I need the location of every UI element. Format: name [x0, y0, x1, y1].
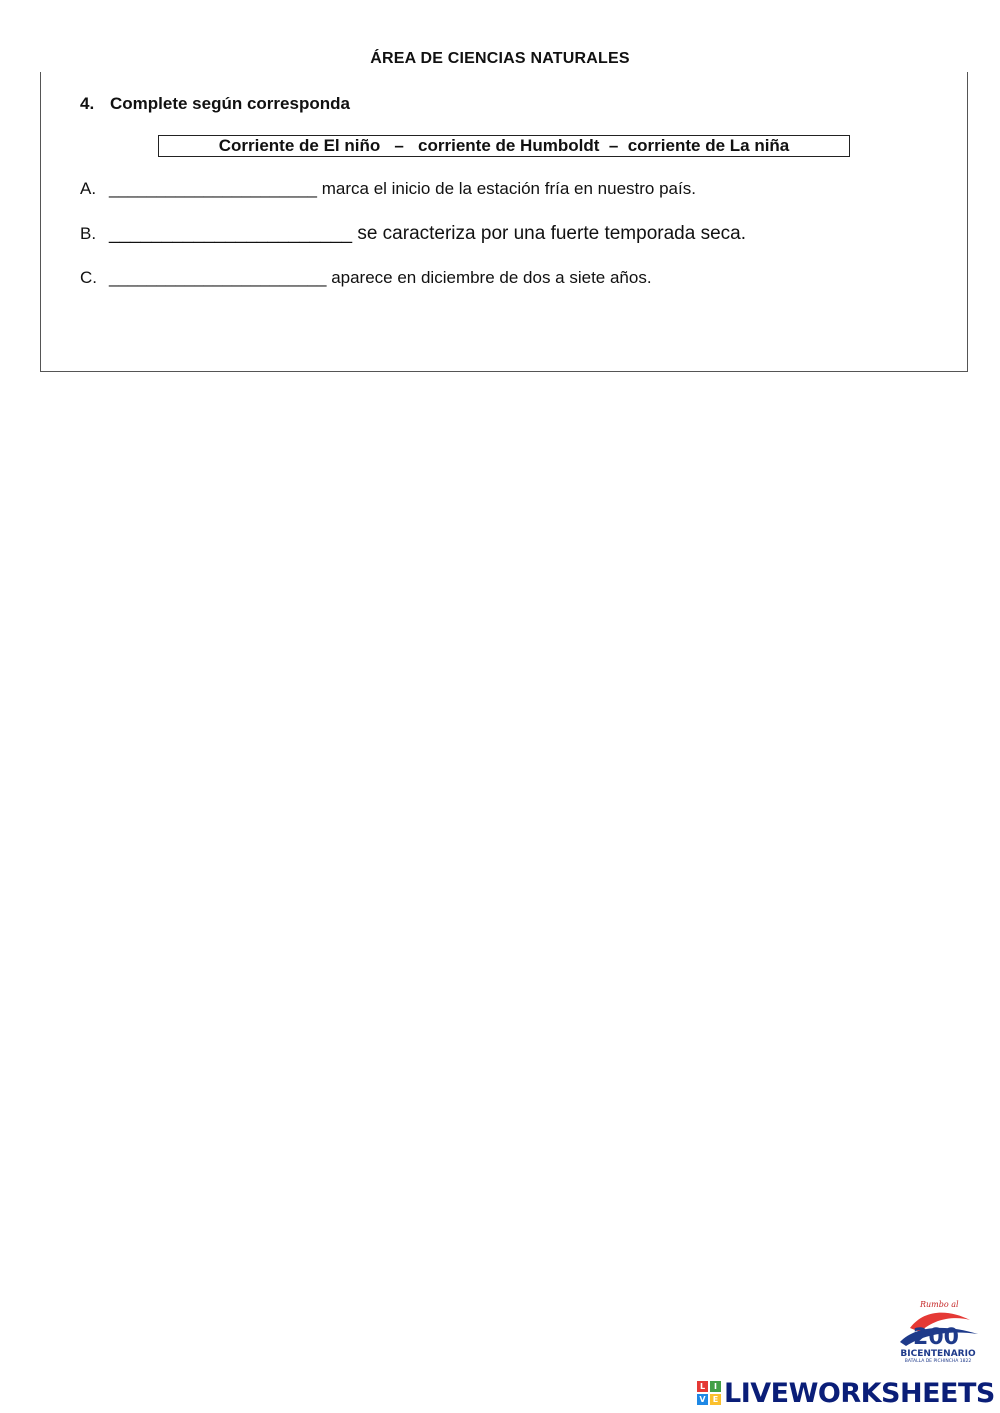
page-header: ÁREA DE CIENCIAS NATURALES [370, 50, 630, 67]
answer-blank-c[interactable]: _______________________ [109, 268, 327, 287]
logo-name: BICENTENARIO [900, 1349, 976, 1359]
item-a [80, 179, 696, 199]
logo-square-l: L [697, 1381, 708, 1392]
logo-number: 200 [913, 1325, 959, 1350]
liveworksheets-text: LIVEWORKSHEETS [724, 1377, 995, 1409]
item-c [80, 268, 652, 288]
answer-blank-b[interactable]: _______________________ [109, 223, 353, 244]
logo-square-e: E [710, 1394, 721, 1405]
question-frame [40, 72, 968, 372]
question-title [80, 94, 350, 114]
item-text: aparece en diciembre de dos a siete años. [326, 268, 652, 287]
liveworksheets-squares [697, 1381, 721, 1405]
question-number: 4. [80, 94, 95, 113]
logo-script-text: Rumbo al [920, 1300, 959, 1309]
item-letter: A. [80, 179, 97, 198]
item-text: marca el inicio de la estación fría en nuestro país. [317, 179, 696, 198]
question-instruction: Complete según corresponda [110, 94, 350, 113]
item-letter: C. [80, 268, 97, 287]
answer-blank-a[interactable]: ______________________ [109, 179, 318, 198]
liveworksheets-logo [697, 1378, 995, 1408]
bicentenario-logo [890, 1298, 986, 1364]
logo-square-i: I [710, 1381, 721, 1392]
logo-square-v: V [697, 1394, 708, 1405]
item-b [80, 223, 746, 245]
item-text: se caracteriza por una fuerte temporada seca. [352, 223, 746, 244]
logo-subtitle: BATALLA DE PICHINCHA 1822 [904, 1359, 972, 1364]
word-bank: Corriente de El niño – corriente de Humboldt – corriente de La niña [158, 135, 850, 157]
item-letter: B. [80, 224, 97, 243]
